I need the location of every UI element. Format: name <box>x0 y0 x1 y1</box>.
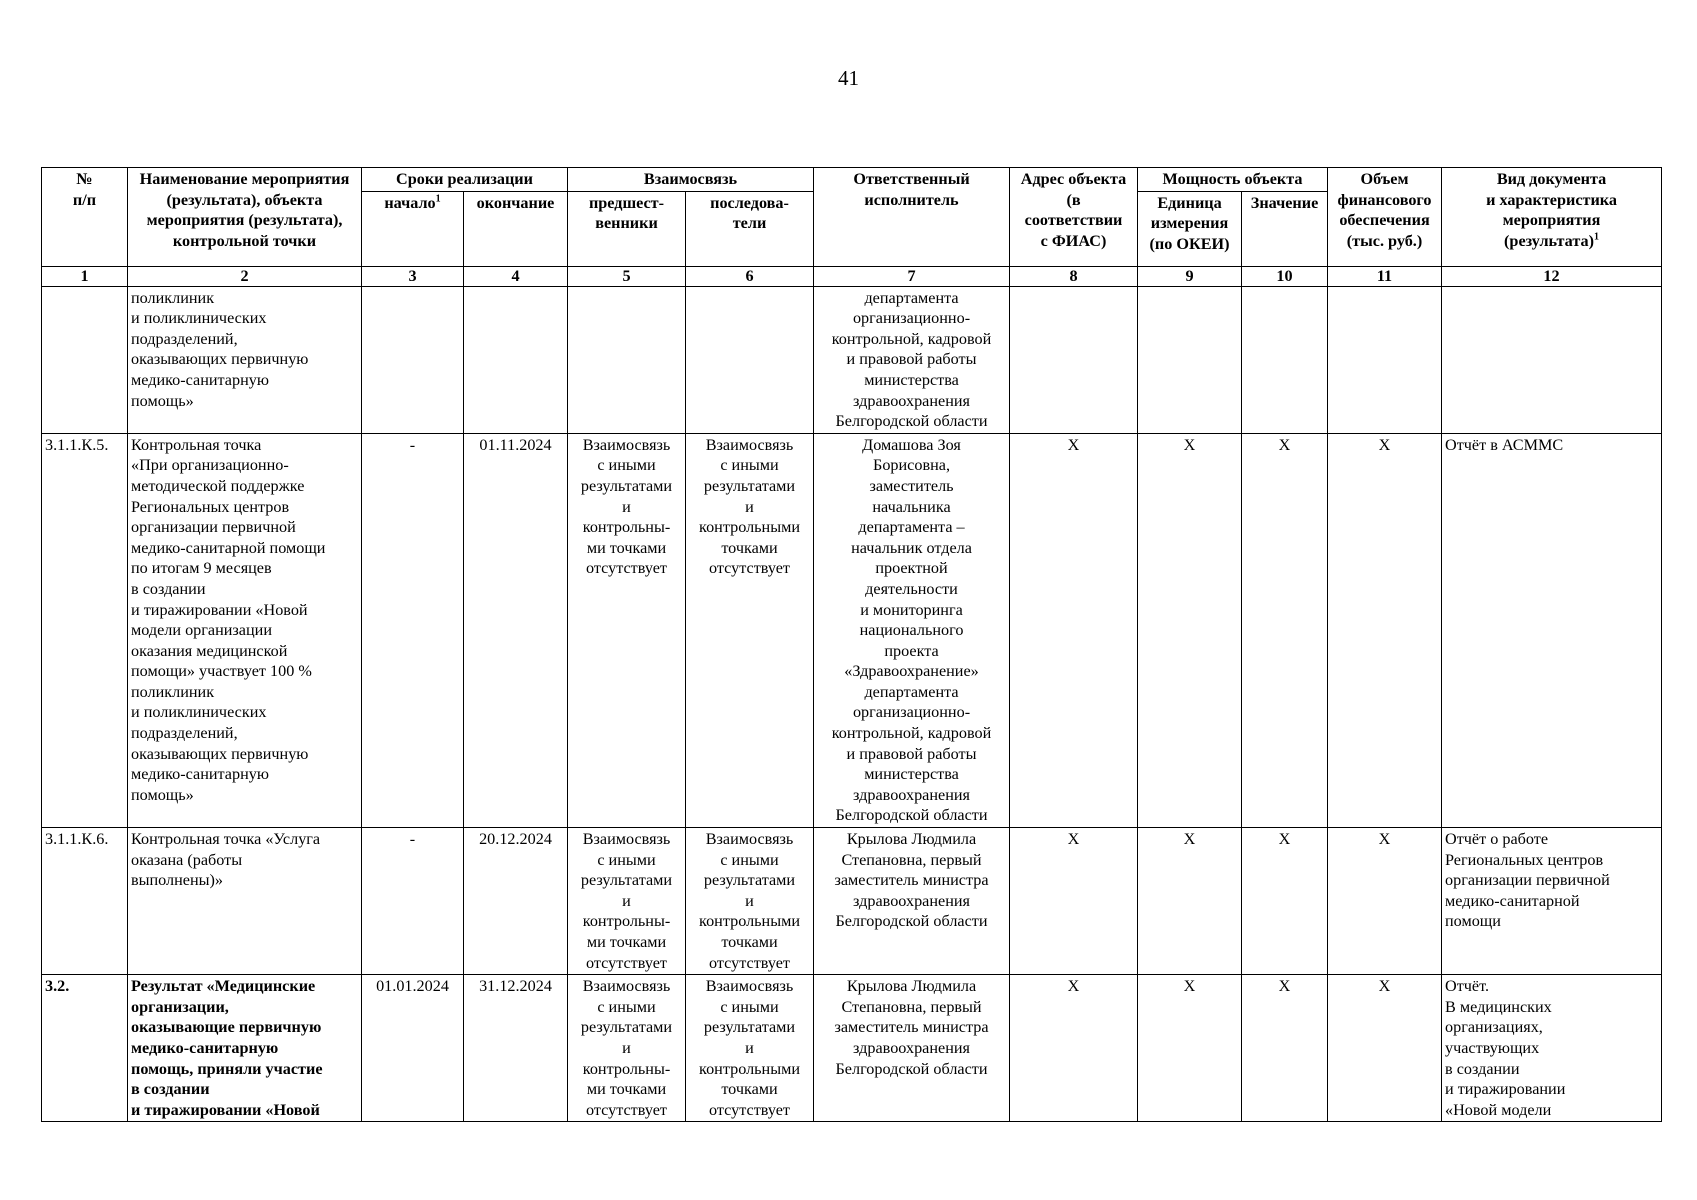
cell-name: Контрольная точка «Услуга оказана (работы выполнены)» <box>128 828 362 975</box>
cell-predecessors: Взаимосвязь с иными результатами и контрольны- ми точками отсутствует <box>568 975 686 1122</box>
cell-predecessors: Взаимосвязь с иными результатами и контрольны- ми точками отсутствует <box>568 433 686 827</box>
cell-predecessors <box>568 286 686 433</box>
header-row <box>42 168 1662 192</box>
cell-address: Х <box>1010 828 1138 975</box>
header-number: № п/п <box>42 168 128 267</box>
cell-document: Отчёт в АСММС <box>1442 433 1662 827</box>
column-number: 3 <box>362 266 464 286</box>
column-number: 8 <box>1010 266 1138 286</box>
cell-value <box>1242 286 1328 433</box>
cell-unit: Х <box>1138 975 1242 1122</box>
cell-financing: Х <box>1328 828 1442 975</box>
header-financing: Объем финансового обеспечения (тыс. руб.) <box>1328 168 1442 267</box>
table-header <box>42 168 1662 287</box>
table-body <box>42 286 1662 1122</box>
cell-start <box>362 286 464 433</box>
cell-successors: Взаимосвязь с иными результатами и контрольными точками отсутствует <box>686 975 814 1122</box>
header-address: Адрес объекта (в соответствии с ФИАС) <box>1010 168 1138 267</box>
column-number: 7 <box>814 266 1010 286</box>
header-predecessors: предшест- венники <box>568 191 686 266</box>
column-number: 2 <box>128 266 362 286</box>
header-unit: Единица измерения (по ОКЕИ) <box>1138 191 1242 266</box>
column-number: 10 <box>1242 266 1328 286</box>
cell-number: 3.1.1.К.5. <box>42 433 128 827</box>
column-number: 9 <box>1138 266 1242 286</box>
cell-document: Отчёт. В медицинских организациях, участвующих в создании и тиражировании «Новой модели <box>1442 975 1662 1122</box>
cell-number: 3.1.1.К.6. <box>42 828 128 975</box>
cell-responsible: Крылова Людмила Степановна, первый заместитель министра здравоохранения Белгородской области <box>814 828 1010 975</box>
cell-end: 31.12.2024 <box>464 975 568 1122</box>
cell-unit: Х <box>1138 828 1242 975</box>
footnote-mark: 1 <box>1593 231 1599 243</box>
column-number: 1 <box>42 266 128 286</box>
cell-value: Х <box>1242 433 1328 827</box>
cell-address: Х <box>1010 975 1138 1122</box>
header-document <box>1442 168 1662 267</box>
cell-financing: Х <box>1328 433 1442 827</box>
header-successors: последова- тели <box>686 191 814 266</box>
implementation-plan-table <box>41 167 1662 1122</box>
header-start-text: начало <box>384 193 436 212</box>
column-number: 12 <box>1442 266 1662 286</box>
footnote-mark: 1 <box>435 193 441 205</box>
cell-unit <box>1138 286 1242 433</box>
header-end: окончание <box>464 191 568 266</box>
header-responsible: Ответственный исполнитель <box>814 168 1010 267</box>
cell-name: Результат «Медицинские организации, оказывающие первичную медико-санитарную помощь, приняли участие в создании и тиражировании «Новой <box>128 975 362 1122</box>
column-number: 5 <box>568 266 686 286</box>
cell-address <box>1010 286 1138 433</box>
header-start <box>362 191 464 266</box>
cell-value: Х <box>1242 828 1328 975</box>
header-document-text: Вид документа и характеристика мероприятия (результата) <box>1486 170 1617 250</box>
table-row <box>42 433 1662 827</box>
cell-start: - <box>362 828 464 975</box>
cell-name: поликлиник и поликлинических подразделений, оказывающих первичную медико-санитарную помощь» <box>128 286 362 433</box>
cell-financing: Х <box>1328 975 1442 1122</box>
column-number-row <box>42 266 1662 286</box>
cell-number <box>42 286 128 433</box>
page-number: 41 <box>838 66 859 90</box>
header-value: Значение <box>1242 191 1328 266</box>
header-name: Наименование мероприятия (результата), объекта мероприятия (результата), контрольной точки <box>128 168 362 267</box>
cell-predecessors: Взаимосвязь с иными результатами и контрольны- ми точками отсутствует <box>568 828 686 975</box>
cell-document <box>1442 286 1662 433</box>
table-row <box>42 975 1662 1122</box>
column-number: 4 <box>464 266 568 286</box>
cell-responsible: департамента организационно- контрольной, кадровой и правовой работы министерства здравоохранения Белгородской области <box>814 286 1010 433</box>
table-row <box>42 286 1662 433</box>
cell-value: Х <box>1242 975 1328 1122</box>
cell-number: 3.2. <box>42 975 128 1122</box>
table-row <box>42 828 1662 975</box>
column-number: 11 <box>1328 266 1442 286</box>
cell-end <box>464 286 568 433</box>
cell-unit: Х <box>1138 433 1242 827</box>
cell-responsible: Крылова Людмила Степановна, первый заместитель министра здравоохранения Белгородской области <box>814 975 1010 1122</box>
cell-start: - <box>362 433 464 827</box>
cell-successors: Взаимосвязь с иными результатами и контрольными точками отсутствует <box>686 433 814 827</box>
cell-end: 01.11.2024 <box>464 433 568 827</box>
cell-successors <box>686 286 814 433</box>
cell-start: 01.01.2024 <box>362 975 464 1122</box>
cell-responsible: Домашова Зоя Борисовна, заместитель начальника департамента – начальник отдела проектной деятельности и мониторинга национального проекта «Здравоохранение» департамента организационно- контрольной, кадровой и правовой работы министерства здравоохранения Белгородской области <box>814 433 1010 827</box>
cell-name: Контрольная точка «При организационно- методической поддержке Региональных центров организации первичной медико-санитарной помощи по итогам 9 месяцев в создании и тиражировании «Новой модели организации оказания медицинской помощи» участвует 100 % поликлиник и поликлинических подразделений, оказывающих первичную медико-санитарную помощь» <box>128 433 362 827</box>
cell-financing <box>1328 286 1442 433</box>
header-capacity: Мощность объекта <box>1138 168 1328 192</box>
cell-end: 20.12.2024 <box>464 828 568 975</box>
cell-successors: Взаимосвязь с иными результатами и контрольными точками отсутствует <box>686 828 814 975</box>
column-number: 6 <box>686 266 814 286</box>
cell-address: Х <box>1010 433 1138 827</box>
cell-document: Отчёт о работе Региональных центров организации первичной медико-санитарной помощи <box>1442 828 1662 975</box>
header-relationship: Взаимосвязь <box>568 168 814 192</box>
header-terms: Сроки реализации <box>362 168 568 192</box>
